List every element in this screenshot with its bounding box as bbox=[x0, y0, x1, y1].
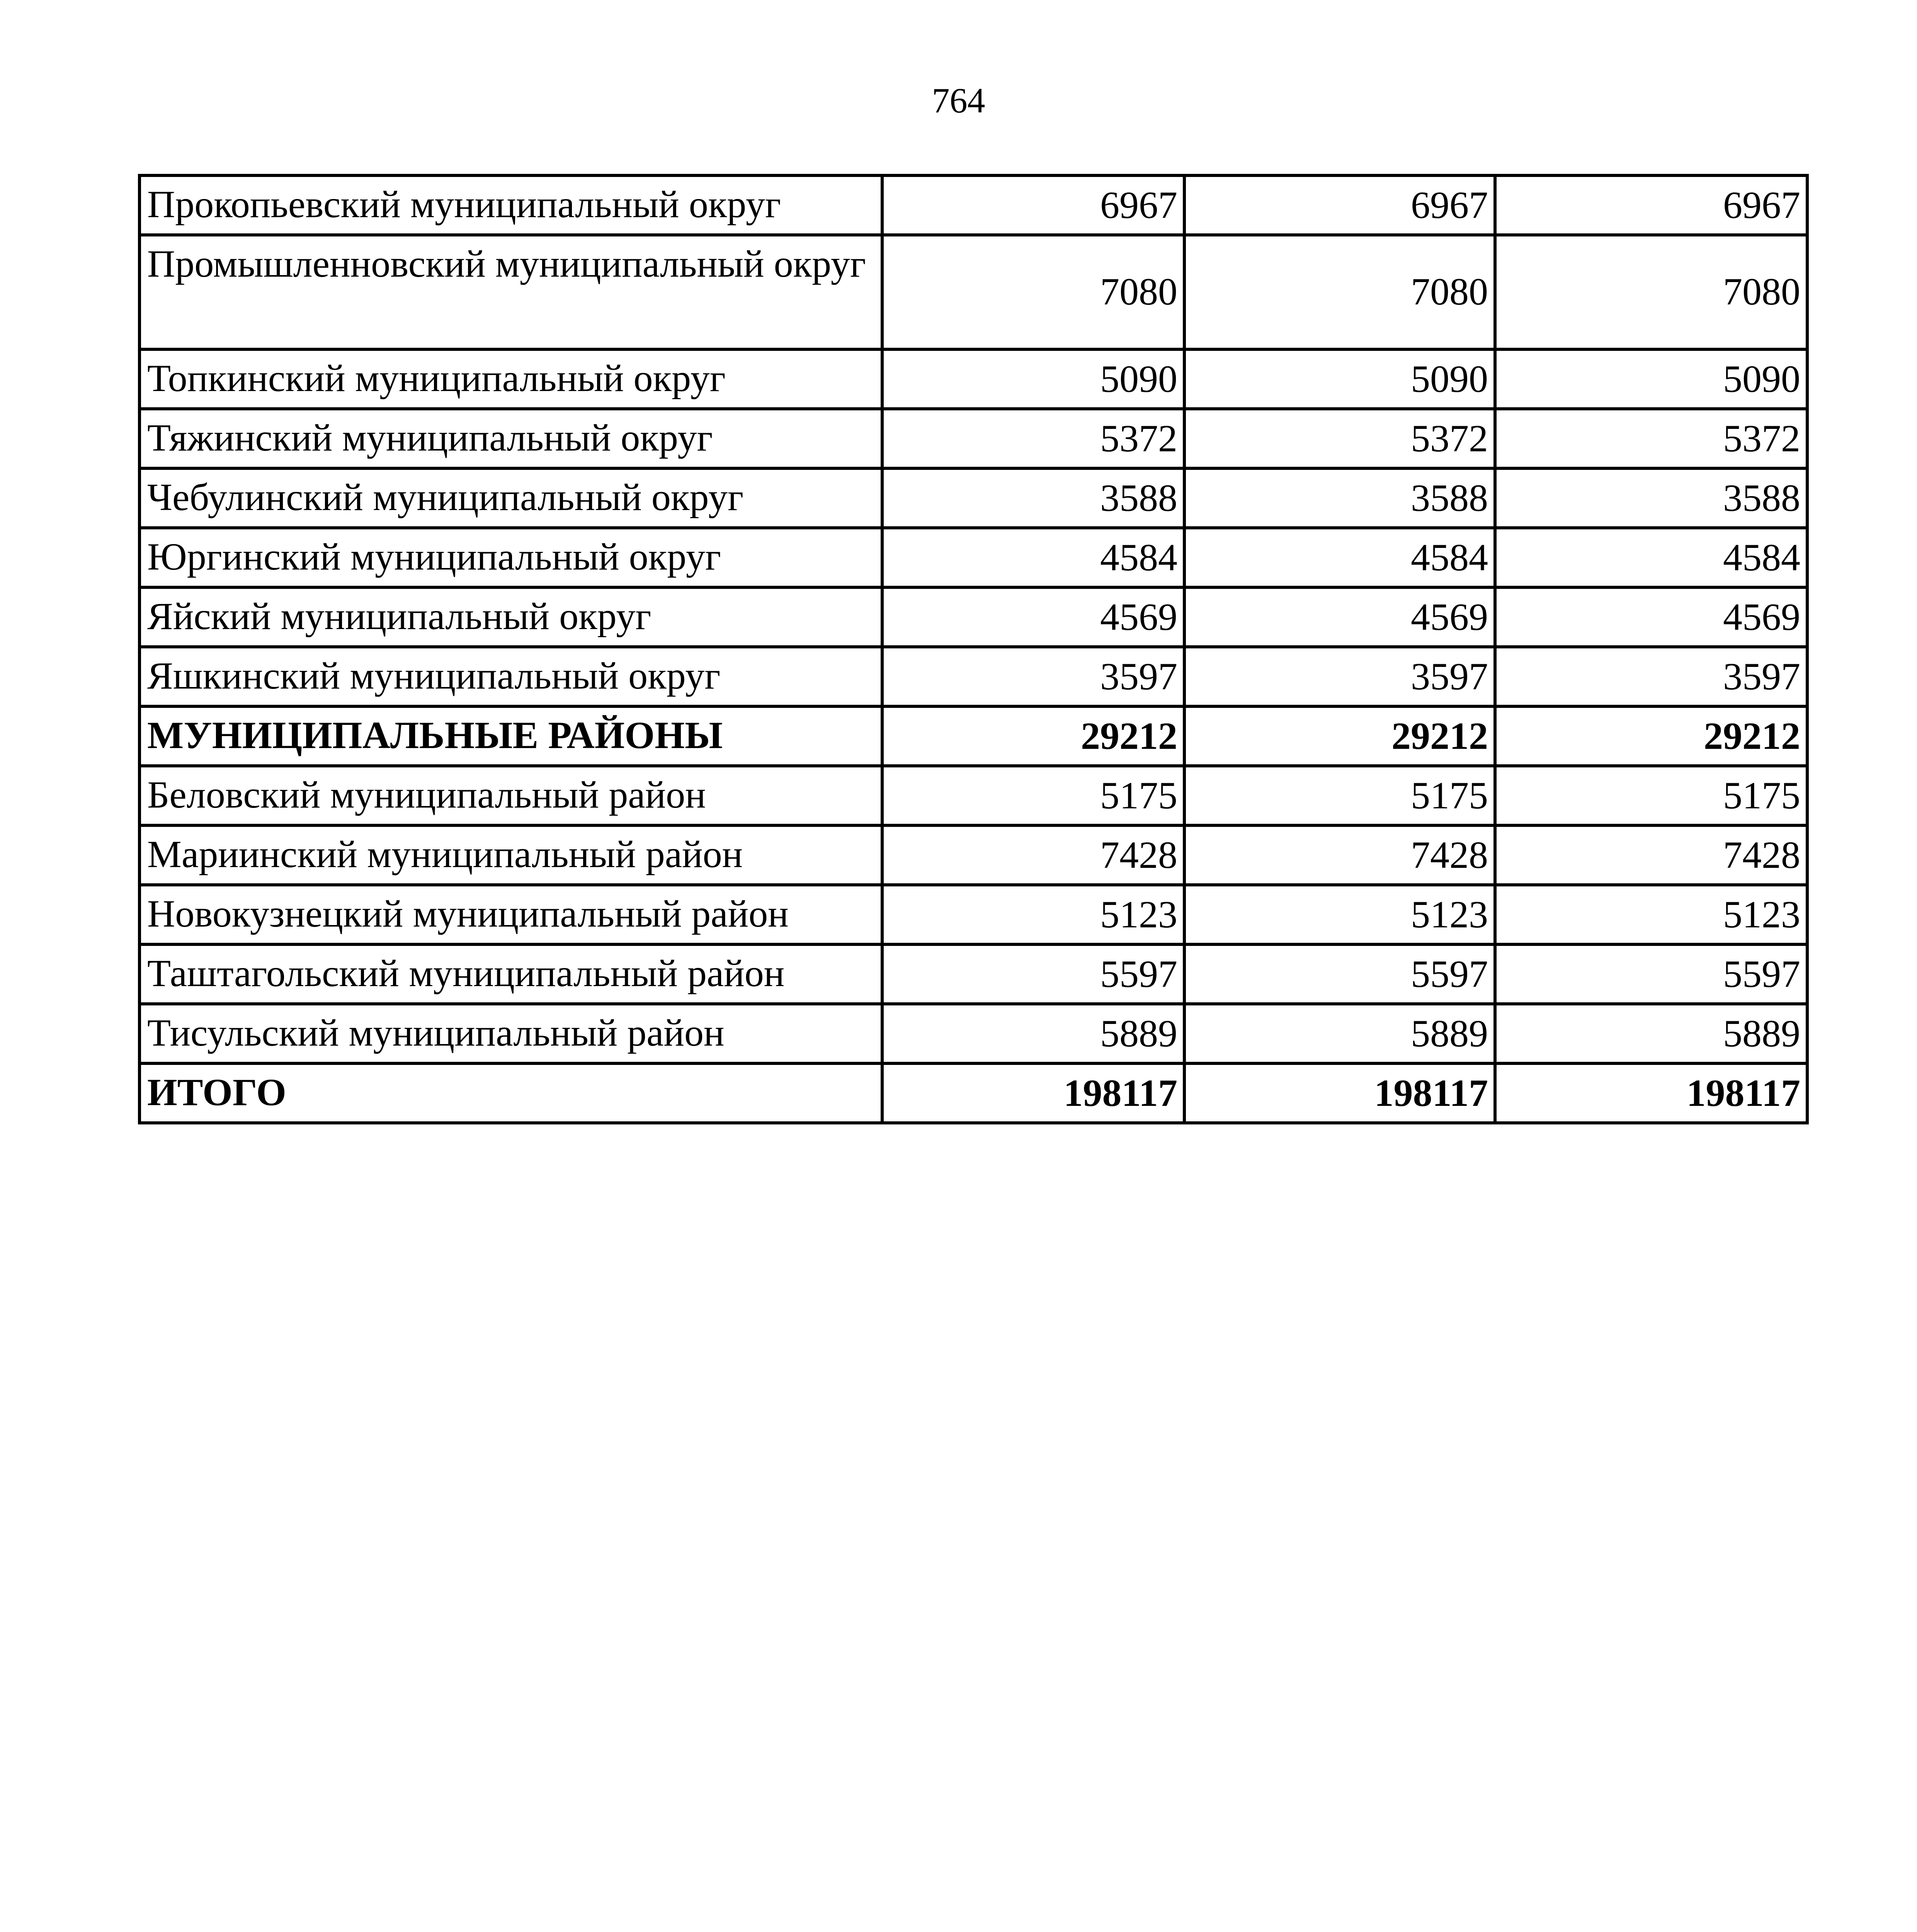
total-value-3: 198117 bbox=[1495, 1063, 1807, 1123]
row-value-1: 7080 bbox=[882, 235, 1184, 349]
row-value-1: 5889 bbox=[882, 1004, 1184, 1063]
row-name: Промышленновский муниципальный округ bbox=[139, 235, 882, 349]
row-name: Яшкинский муниципальный округ bbox=[139, 647, 882, 706]
row-value-3: 5597 bbox=[1495, 944, 1807, 1004]
row-value-1: 5372 bbox=[882, 409, 1184, 468]
row-value-3: 4569 bbox=[1495, 587, 1807, 647]
total-value-1: 198117 bbox=[882, 1063, 1184, 1123]
section-value-3: 29212 bbox=[1495, 706, 1807, 766]
row-value-1: 7428 bbox=[882, 825, 1184, 885]
row-value-3: 6967 bbox=[1495, 175, 1807, 235]
row-value-2: 5123 bbox=[1184, 885, 1495, 944]
row-value-3: 7428 bbox=[1495, 825, 1807, 885]
row-value-1: 6967 bbox=[882, 175, 1184, 235]
row-name: Прокопьевский муниципальный округ bbox=[139, 175, 882, 235]
table-row bbox=[139, 944, 1807, 1004]
table-row bbox=[139, 235, 1807, 349]
table-row bbox=[139, 468, 1807, 528]
row-name: Топкинский муниципальный округ bbox=[139, 349, 882, 409]
row-name: Новокузнецкий муниципальный район bbox=[139, 885, 882, 944]
row-value-3: 4584 bbox=[1495, 528, 1807, 587]
row-value-3: 5090 bbox=[1495, 349, 1807, 409]
row-value-2: 3597 bbox=[1184, 647, 1495, 706]
row-name: Тяжинский муниципальный округ bbox=[139, 409, 882, 468]
row-value-2: 5090 bbox=[1184, 349, 1495, 409]
table-row bbox=[139, 766, 1807, 825]
row-value-1: 3597 bbox=[882, 647, 1184, 706]
table-row bbox=[139, 825, 1807, 885]
row-value-2: 7428 bbox=[1184, 825, 1495, 885]
section-value-1: 29212 bbox=[882, 706, 1184, 766]
row-value-3: 5889 bbox=[1495, 1004, 1807, 1063]
table-row bbox=[139, 175, 1807, 235]
row-value-2: 4569 bbox=[1184, 587, 1495, 647]
row-value-2: 5597 bbox=[1184, 944, 1495, 1004]
table-row bbox=[139, 885, 1807, 944]
row-value-1: 5175 bbox=[882, 766, 1184, 825]
total-value-2: 198117 bbox=[1184, 1063, 1495, 1123]
row-value-3: 3588 bbox=[1495, 468, 1807, 528]
row-value-3: 7080 bbox=[1495, 235, 1807, 349]
section-value-2: 29212 bbox=[1184, 706, 1495, 766]
table-row bbox=[139, 349, 1807, 409]
row-value-1: 4584 bbox=[882, 528, 1184, 587]
row-value-2: 5175 bbox=[1184, 766, 1495, 825]
row-name: Беловский муниципальный район bbox=[139, 766, 882, 825]
section-title: МУНИЦИПАЛЬНЫЕ РАЙОНЫ bbox=[139, 706, 882, 766]
row-name: Юргинский муниципальный округ bbox=[139, 528, 882, 587]
page-number: 764 bbox=[932, 81, 985, 120]
row-value-1: 3588 bbox=[882, 468, 1184, 528]
total-label: ИТОГО bbox=[139, 1063, 882, 1123]
allocation-table bbox=[138, 174, 1809, 1124]
row-value-3: 3597 bbox=[1495, 647, 1807, 706]
table-row bbox=[139, 647, 1807, 706]
row-name: Мариинский муниципальный район bbox=[139, 825, 882, 885]
row-value-2: 7080 bbox=[1184, 235, 1495, 349]
table-row bbox=[139, 1004, 1807, 1063]
table-row bbox=[139, 528, 1807, 587]
total-row bbox=[139, 1063, 1807, 1123]
row-value-2: 4584 bbox=[1184, 528, 1495, 587]
row-value-2: 6967 bbox=[1184, 175, 1495, 235]
row-value-2: 3588 bbox=[1184, 468, 1495, 528]
row-value-2: 5889 bbox=[1184, 1004, 1495, 1063]
section-row-districts bbox=[139, 706, 1807, 766]
table-row bbox=[139, 587, 1807, 647]
row-value-3: 5123 bbox=[1495, 885, 1807, 944]
row-value-1: 5123 bbox=[882, 885, 1184, 944]
row-value-3: 5372 bbox=[1495, 409, 1807, 468]
row-name: Яйский муниципальный округ bbox=[139, 587, 882, 647]
row-name: Чебулинский муниципальный округ bbox=[139, 468, 882, 528]
table-row bbox=[139, 409, 1807, 468]
row-value-1: 5090 bbox=[882, 349, 1184, 409]
row-name: Тисульский муниципальный район bbox=[139, 1004, 882, 1063]
row-value-3: 5175 bbox=[1495, 766, 1807, 825]
row-value-2: 5372 bbox=[1184, 409, 1495, 468]
row-value-1: 4569 bbox=[882, 587, 1184, 647]
row-value-1: 5597 bbox=[882, 944, 1184, 1004]
row-name: Таштагольский муниципальный район bbox=[139, 944, 882, 1004]
